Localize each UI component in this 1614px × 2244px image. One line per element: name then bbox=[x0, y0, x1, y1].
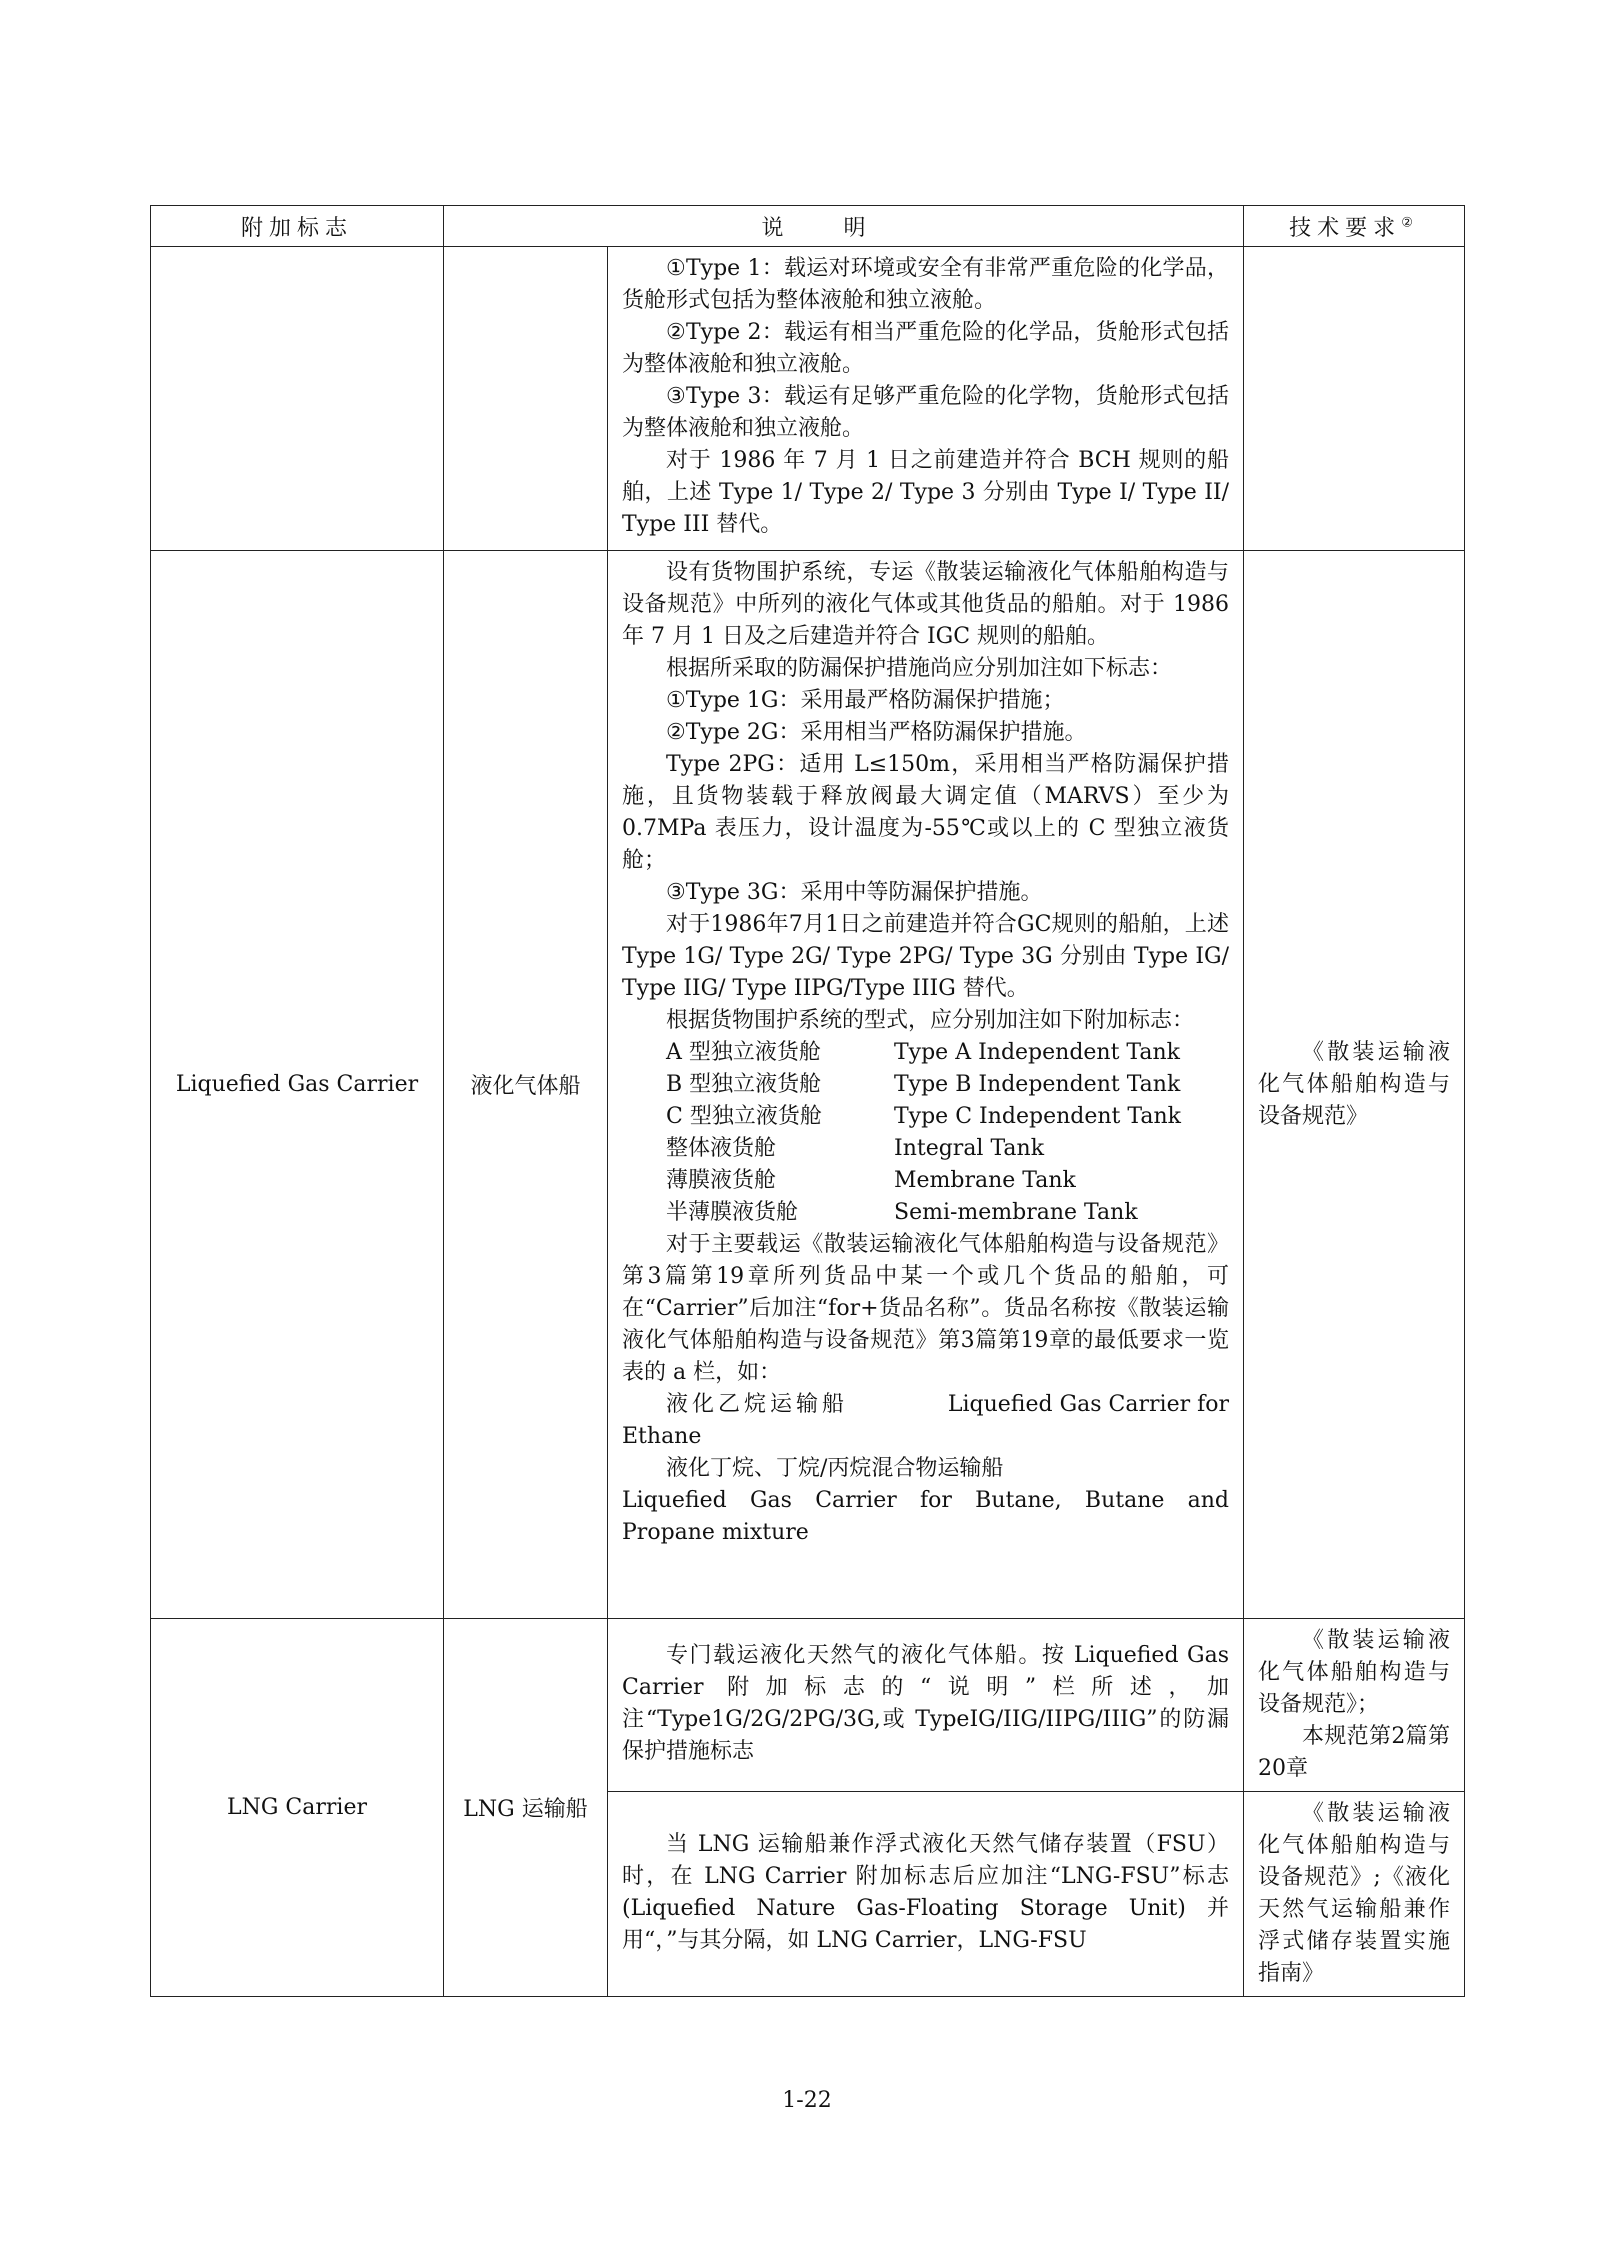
page-number: 1-22 bbox=[782, 2088, 832, 2113]
tank-type-row: B 型独立液货舱 Type B Independent Tank bbox=[666, 1072, 1181, 1097]
notation-en: LNG Carrier bbox=[151, 1619, 444, 1997]
requirement-text: 《散装运输液化气体船舶构造与设备规范》； bbox=[1258, 1628, 1451, 1717]
tank-type-row: 半薄膜液货舱 Semi-membrane Tank bbox=[666, 1200, 1138, 1225]
paragraph: ③Type 3G：采用中等防漏保护措施。 bbox=[666, 880, 1043, 905]
paragraph: 对于 1986 年 7 月 1 日之前建造并符合 BCH 规则的船舶，上述 Type 1/ Type 2/ Type 3 分别由 Type I/ Type II/ Type III 替代。 bbox=[622, 448, 1230, 537]
cell-description bbox=[608, 1619, 1244, 1792]
table-row-lng-a bbox=[151, 1619, 1465, 1792]
paragraph: Type 2PG：适用 L≤150m，采用相当严格防漏保护措施，且货物装载于释放阀最大调定值（MARVS）至少为 0.7MPa 表压力，设计温度为-55℃或以上的 C 型独立液货舱； bbox=[622, 752, 1230, 873]
paragraph: ①Type 1G：采用最严格防漏保护措施； bbox=[666, 688, 1065, 713]
cell-empty-en bbox=[151, 247, 444, 551]
tank-type-row: 薄膜液货舱 Membrane Tank bbox=[666, 1168, 1076, 1193]
paragraph: 根据货物围护系统的型式，应分别加注如下附加标志： bbox=[666, 1008, 1195, 1033]
paragraph: 根据所采取的防漏保护措施尚应分别加注如下标志： bbox=[666, 656, 1173, 681]
paragraph: Ethane bbox=[622, 1424, 702, 1449]
paragraph: ②Type 2：载运有相当严重危险的化学品，货舱形式包括为整体液舱和独立液舱。 bbox=[622, 320, 1230, 377]
cell-requirements bbox=[1244, 551, 1465, 1619]
cell-description bbox=[608, 1792, 1244, 1997]
paragraph: 对于主要载运《散装运输液化气体船舶构造与设备规范》第3篇第19章所列货品中某一个或几个货品的船舶，可在“Carrier”后加注“for+货品名称”。货品名称按《散装运输液化气体船舶构造与设备规范》第3篇第19章的最低要求一览表的 a 栏，如： bbox=[622, 1232, 1230, 1385]
cell-requirements bbox=[1244, 1619, 1465, 1792]
requirement-text: 《散装运输液化气体船舶构造与设备规范》;《液化天然气运输船兼作浮式储存装置实施指南》 bbox=[1258, 1801, 1451, 1986]
header-description: 说明 bbox=[444, 206, 1244, 247]
table-row-chemical bbox=[151, 247, 1465, 551]
paragraph: 专门载运液化天然气的液化气体船。按 Liquefied Gas Carrier 附加标志的“说明”栏所述，加注“Type1G/2G/2PG/3G,或 TypeIG/IIG/IIPG/IIIG”的防漏保护措施标志 bbox=[622, 1643, 1230, 1764]
tank-type-row: A 型独立液货舱 Type A Independent Tank bbox=[666, 1040, 1180, 1065]
cell-empty-cn bbox=[444, 247, 608, 551]
notation-table bbox=[150, 205, 1465, 1997]
cell-requirements bbox=[1244, 1792, 1465, 1997]
header-notation: 附加标志 bbox=[151, 206, 444, 247]
paragraph: ③Type 3：载运有足够严重危险的化学物，货舱形式包括为整体液舱和独立液舱。 bbox=[622, 384, 1230, 441]
paragraph: 设有货物围护系统，专运《散装运输液化气体船舶构造与设备规范》中所列的液化气体或其他货品的船舶。对于 1986 年 7 月 1 日及之后建造并符合 IGC 规则的船舶。 bbox=[622, 560, 1230, 649]
footnote-mark: ② bbox=[1401, 215, 1419, 231]
cell-description bbox=[608, 247, 1244, 551]
paragraph: Liquefied Gas Carrier for Butane, Butane and Propane mixture bbox=[622, 1488, 1230, 1545]
requirement-text: 本规范第2篇第20章 bbox=[1258, 1724, 1451, 1781]
table-row-liquefied-gas bbox=[151, 551, 1465, 1619]
paragraph: 对于1986年7月1日之前建造并符合GC规则的船舶，上述 Type 1G/ Type 2G/ Type 2PG/ Type 3G 分别由 Type IG/ Type IIG/ Type IIPG/Type IIIG 替代。 bbox=[622, 912, 1230, 1001]
notation-en: Liquefied Gas Carrier bbox=[151, 551, 444, 1619]
paragraph: 液化丁烷、丁烷/丙烷混合物运输船 bbox=[666, 1456, 1004, 1481]
notation-cn: LNG 运输船 bbox=[444, 1619, 608, 1997]
requirement-text: 《散装运输液化气体船舶构造与设备规范》 bbox=[1258, 1039, 1451, 1129]
example-row: 液化乙烷运输船 Liquefied Gas Carrier for bbox=[666, 1392, 1230, 1417]
table-header-row bbox=[151, 206, 1465, 247]
header-requirements: 技术要求② bbox=[1244, 206, 1465, 247]
paragraph: ②Type 2G：采用相当严格防漏保护措施。 bbox=[666, 720, 1087, 745]
paragraph: 当 LNG 运输船兼作浮式液化天然气储存装置（FSU）时，在 LNG Carrier 附加标志后应加注“LNG-FSU”标志 (Liquefied Nature Gas-Floating Storage Unit) 并用“，”与其分隔，如 LNG Carrier，LNG-FSU bbox=[622, 1832, 1230, 1953]
tank-type-row: 整体液货舱 Integral Tank bbox=[666, 1136, 1045, 1161]
cell-requirements-empty bbox=[1244, 247, 1465, 551]
notation-cn: 液化气体船 bbox=[444, 551, 608, 1619]
tank-type-row: C 型独立液货舱 Type C Independent Tank bbox=[666, 1104, 1181, 1129]
paragraph: ①Type 1：载运对环境或安全有非常严重危险的化学品，货舱形式包括为整体液舱和独立液舱。 bbox=[622, 256, 1230, 313]
cell-description bbox=[608, 551, 1244, 1619]
